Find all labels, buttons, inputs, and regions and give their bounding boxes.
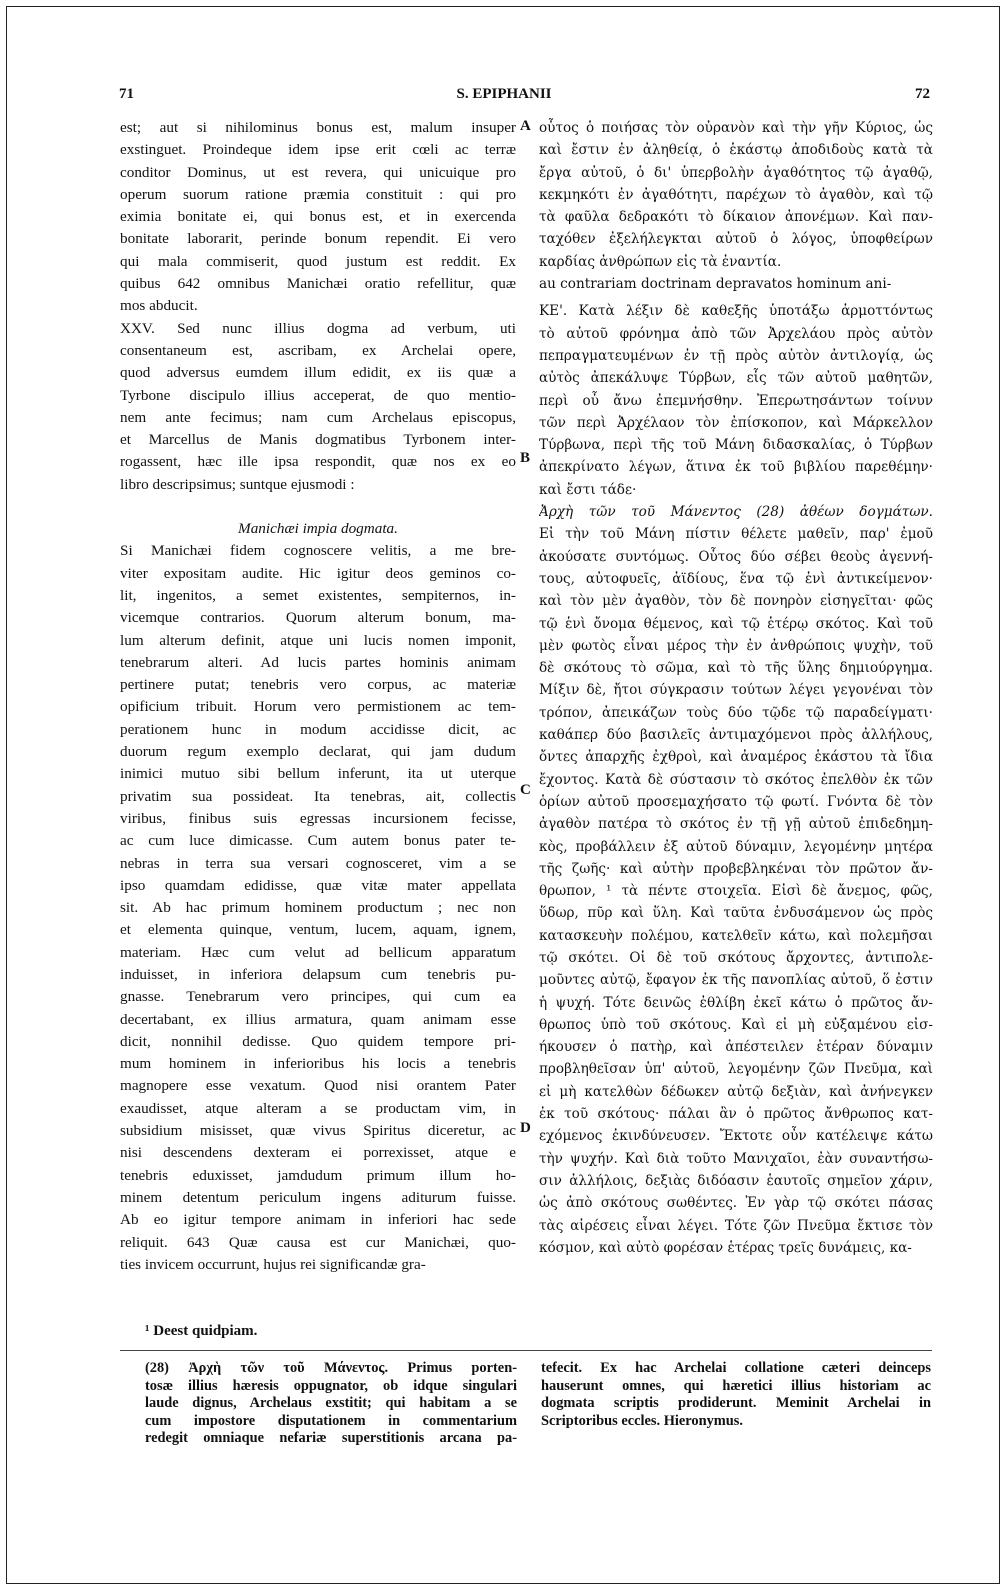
greek-line: ταχόθεν ἐξελήλεγκται αὐτοῦ ὁ λόγος, ὑποφθείρων [539, 231, 933, 248]
greek-column [539, 117, 933, 1259]
greek-line: τῷ ἑνὶ ὄνομα θέμενος, καὶ τῷ ἑτέρῳ σκότος. Καὶ τοῦ [539, 615, 933, 632]
greek-line: εχόμενος ἐκινδύνευσεν. Ἔκτοτε οὖν κατέλειψε κάτω [539, 1128, 933, 1145]
latin-line: ties invicem occurrunt, hujus rei significandæ gra- [120, 1255, 426, 1273]
footnote-left-line: cum impostore disputationem in commentarium [145, 1412, 517, 1429]
footnote-right-line: Scriptoribus eccles. Hieronymus. [541, 1412, 743, 1429]
latin-line: opificium tribuit. Horum vero permistionem ac tem- [120, 698, 516, 716]
latin-line: libro descripsimus; suntque ejusmodi : [120, 475, 355, 493]
latin-line: conditor Dominus, ut est revera, qui unicuique pro [120, 163, 516, 181]
latin-line: induisset, in inferiora delapsum cum tenebris pu- [120, 965, 516, 983]
latin-line: ipso quamdam edidisse, quæ vitæ mater appellata [120, 876, 516, 894]
greek-line: ἡ ψυχή. Τότε δεινῶς ἐθλίβη ἐκεῖ κάτω ὁ πρῶτος ἄν- [539, 994, 933, 1011]
latin-line: mos abducit. [120, 297, 198, 315]
latin-line: tenebris eduxisset, jamdudum primum illum ho- [120, 1166, 516, 1184]
footnote-right-line: tefecit. Ex hac Archelai collatione cæteri deinceps [541, 1360, 931, 1376]
greek-line: τὸ αὐτοῦ φρόνημα ἀπὸ τῶν Ἀρχελάου πρὸς αὐτὸν [539, 325, 933, 342]
greek-line: καὶ ἔστι τάδε· [539, 481, 637, 498]
greek-line: ὄντες ἀπαρχῆς ἐχθροὶ, καὶ ἀναμέρος ἑκάστου τὰ ἴδια [539, 749, 933, 766]
greek-line: κατασκευὴν πολέμου, κατελθεῖν κάτω, καὶ πολεμῆσαι [539, 927, 933, 944]
greek-line: τὴν ψυχήν. Καὶ διὰ τοῦτο Μανιχαῖοι, ἐὰν συναντήσω- [539, 1150, 933, 1167]
latin-line: nem ante fecimus; nam cum Archelaus episcopus, [120, 408, 516, 426]
latin-line: decertabant, ex illius armatura, quam animam esse [120, 1010, 516, 1028]
greek-line: τῷ σκότει. Οἱ δὲ τοῦ σκότους ἄρχοντες, ἀντιπολε- [539, 949, 933, 966]
latin-line: mum hominem in inferioribus his locis a tenebris [120, 1055, 516, 1073]
margin-letter-c: C [520, 782, 531, 798]
greek-line: τὰς αἱρέσεις εἶναι λέγει. Τότε ζῶν Πνεῦμα ἔκτισε τὸν [539, 1217, 933, 1234]
latin-line: nisi descendens dexteram ei porrexisset, atque e [120, 1144, 516, 1162]
greek-line: σιν ἀλλήλοις, δεξιὰς διδόασιν ἑαυτοῖς σημεῖον χάριν, [539, 1172, 933, 1189]
greek-line: Εἰ τὴν τοῦ Μάνη πίστιν θέλετε μαθεῖν, παρ' ἐμοῦ [539, 526, 933, 543]
latin-line: Si Manichæi fidem cognoscere velitis, a me bre- [120, 542, 516, 560]
latin-line: bonitate laborarit, perinde bonum rependit. Ei vero [120, 230, 516, 248]
latin-line: Manichæi impia dogmata. [238, 520, 398, 538]
footnote-right [541, 1360, 931, 1430]
greek-line: ήκουσεν ὁ πατὴρ, καὶ ἀπέστειλεν ἑτέραν δύναμιν [539, 1039, 933, 1056]
greek-line: ἔχοντος. Κατὰ δὲ σύστασιν τὸ σκότος ἐπελθὸν ἐκ τῶν [539, 771, 933, 788]
latin-line: viribus, finibus suis egressas incursionem fecisse, [120, 809, 516, 827]
greek-line: ἐκ τοῦ σκότους· πάλαι ἂν ὁ πρῶτος ἄνθρωπος κατ- [539, 1106, 933, 1123]
greek-line: οὗτος ὁ ποιήσας τὸν οὐρανὸν καὶ τὴν γῆν Κύριος, ὡς [539, 120, 933, 136]
greek-line: ὁρίων αὐτοῦ προσεμαχήσατο τῷ φωτί. Γνόντα δὲ τὸν [539, 793, 933, 810]
latin-line: qui mala commiserit, quod justum est reddit. Ex [120, 252, 516, 270]
greek-line: ἀπεκρίνατο λέγων, ἅτινα ἐκ τοῦ βιβλίου παρεθέμην· [539, 459, 933, 476]
greek-line: εἰ μὴ κατελθὼν δέδωκεν αὐτῷ δεξιὰν, καὶ ἀνήνεγκεν [539, 1083, 933, 1100]
latin-line: lum alterum definit, atque uni lucis nomen imponit, [120, 631, 516, 649]
latin-line: et Marcellus de Manis dogmatibus Tyrbonem inter- [120, 431, 516, 449]
latin-line: sit. Ab hac primum hominem productum ; nec non [120, 899, 516, 917]
greek-line: καρδίας ἀνθρώπων εἰς τὰ ἐναντία. [539, 253, 782, 270]
greek-line: καθάπερ δύο βασιλεῖς ἀντιμαχόμενοι πρὸς ἀλλήλους, [539, 727, 933, 744]
greek-line: τῶν περὶ Ἀρχέλαον τὸν ἐπίσκοπον, καὶ Μάρκελλον [539, 414, 933, 431]
greek-line: καὶ ἔστιν ἐν ἀληθείᾳ, ὁ ἑκάστῳ ἀποδιδοὺς κατὰ τὰ [539, 142, 933, 159]
latin-line: inimici mutuo sibi bellum inferunt, ita ut uterque [120, 765, 516, 783]
latin-line: quibus 642 omnibus Manichæi oratio refellitur, quæ [120, 275, 516, 293]
greek-line: ἀγαθὸν πατέρα τὸ σκότος ἐν τῇ γῇ αὐτοῦ ἐπιδεδημη- [539, 816, 933, 833]
latin-line: nebras in terra sua versari cognosceret, vim a se [120, 854, 516, 872]
footnote-left-line: tosæ illius hæresis oppugnator, ob idque singulari [145, 1377, 517, 1394]
greek-line: Ἀρχὴ τῶν τοῦ Μάνεντος (28) ἀθέων δογμάτων. [539, 504, 933, 521]
latin-column [120, 117, 516, 1276]
greek-line: θρωπος ὑπὸ τοῦ σκότους. Καὶ εἰ μὴ εὐξαμένου εἰσ- [539, 1016, 933, 1033]
greek-line: ἔργα αὐτοῦ, ὁ δι' ὑπερβολὴν ἀγαθότητος τῷ ἀγαθῷ, [539, 164, 933, 181]
greek-line: ἀκούσατε συντόμως. Οὗτος δύο σέβει θεοὺς ἀγεννή- [539, 548, 933, 565]
greek-line: δὲ σκότους τὸ σῶμα, καὶ τὸ τῆς ὕλης δημιούργημα. [539, 660, 933, 677]
greek-line: κεκμηκότι ἐν ἀγαθότητι, παρέχων τὸ ἀγαθὸν, καὶ τῷ [539, 186, 933, 203]
footnote-left-line: redegit omniaque nefariæ superstitionis arcana pa- [145, 1430, 517, 1447]
footnote-left [145, 1360, 517, 1448]
greek-line: τους, αὐτοφυεῖς, ἀϊδίους, ἕνα τῷ ἑνὶ ἀντικείμενον· [539, 570, 933, 587]
footnote-deest: ¹ Deest quidpiam. [145, 1323, 258, 1339]
latin-line: materiam. Hæc cum velut ad bellicum apparatum [120, 943, 516, 961]
right-page-number: 72 [915, 86, 930, 102]
latin-line: viter expositam audite. Hic igitur deos geminos co- [120, 564, 516, 582]
left-page-number: 71 [119, 86, 134, 102]
latin-line: exstinguet. Proindeque idem ipse erit cœli ac terræ [120, 141, 516, 159]
greek-line: τῆς ζωῆς· καὶ αὐτὴν προβεβληκέναι τὸν πρῶτον ἄν- [539, 860, 933, 877]
latin-line: Ab eo igitur tempore animam in inferiori hac sede [120, 1211, 516, 1229]
greek-line: ὕδωρ, πῦρ καὶ ὕλη. Καὶ ταῦτα ἐνδυσάμενον ὡς πρὸς [539, 905, 933, 922]
latin-line: magnopere esse vexatum. Quod nisi orantem Pater [120, 1077, 516, 1095]
margin-letter-b: B [520, 450, 531, 466]
latin-line: vicemque contrarios. Quorum alterum bonum, ma- [120, 609, 516, 627]
latin-line: eximia bonitate ei, qui bonus est, et in exercenda [120, 208, 516, 226]
footnote-right-line: hauserunt omnes, qui hæretici illius historiam ac [541, 1377, 931, 1394]
latin-line: exaudisset, atque alteram a se productam vim, in [120, 1099, 516, 1117]
latin-line: pertinere putat; tenebris vero corpus, ac materiæ [120, 676, 516, 694]
greek-line: τρόπον, ἀπεικάζων τοὺς δύο τῷδε τῷ παραδείγματι· [539, 704, 933, 721]
latin-line: consentaneum est, ascribam, ex Archelai opere, [120, 341, 516, 359]
greek-line: Μίξιν δὲ, ἤτοι σύγκρασιν τούτων λέγει γεγονέναι τὸν [539, 682, 933, 699]
latin-line: est; aut si nihilominus bonus est, malum insuper [120, 119, 516, 136]
greek-line: τὰ φαῦλα δεδρακότι τὸ δίκαιον ἀπονέμων. Καὶ παν- [539, 209, 933, 226]
greek-line: ὡς ἀπὸ σκότους σωθέντες. Ἐν γὰρ τῷ σκότει πάσας [539, 1195, 933, 1212]
footnote-left-line: (28) Ἀρχὴ τῶν τοῦ Μάνεντος. Primus porten- [145, 1360, 517, 1376]
latin-line: privatim sua possideat. Ita tenebras, ait, collectis [120, 787, 516, 805]
running-title: S. EPIPHANII [456, 86, 552, 102]
latin-line: tenebrarum alteri. Ad lucis partes hominis animam [120, 653, 516, 671]
greek-line: au contrariam doctrinam depravatos hominum ani- [539, 276, 892, 293]
latin-line: dicit, nonnihil dedisse. Quo quidem tempore pri- [120, 1032, 516, 1050]
latin-line: reliquit. 643 Quæ causa est cur Manichæi, quo- [120, 1233, 516, 1251]
greek-line: προβληθεῖσαν ὑπ' αὐτοῦ, λεγομένην ζῶν Πνεῦμα, καὶ [539, 1061, 933, 1078]
latin-line: XXV. Sed nunc illius dogma ad verbum, uti [120, 319, 516, 337]
greek-line: αὐτὸς ἀπεκάλυψε Τύρβων, εἷς τῶν αὐτοῦ μαθητῶν, [539, 370, 933, 387]
footnote-left-line: laude dignus, Archelaus exstitit; qui habitam a se [145, 1395, 517, 1412]
latin-line: rogassent, hæc ille ipsa respondit, quæ nos ex eo [120, 453, 516, 471]
latin-line: Tyrbone discipulo illius acceperat, de quo mentio- [120, 386, 516, 404]
latin-line: lit, ingenitos, a semet existentes, sempiternos, in- [120, 586, 516, 604]
latin-line: et elementa quinque, ventum, lucem, aquam, ignem, [120, 921, 516, 939]
latin-line: quod adversus eumdem illum edidit, ex iis quæ a [120, 364, 516, 382]
greek-line: πεπραγματευμένων ἐν τῇ πρὸς αὐτὸν ἀντιλογίᾳ, ὡς [539, 347, 933, 364]
margin-letter-d: D [520, 1120, 531, 1136]
latin-line: duorum regum exemplo declarat, qui jam dudum [120, 743, 516, 761]
footnote-right-line: dogmata scriptis prodiderunt. Meminit Archelai in [541, 1395, 931, 1412]
latin-line: ac cum luce dimicasse. Cum autem bonus pater te- [120, 832, 516, 850]
footnote-rule [120, 1350, 932, 1351]
latin-line: minem detentum periculum ingens aditurum fuisse. [120, 1188, 516, 1206]
greek-line: θρωπον, ¹ τὰ πέντε στοιχεῖα. Εἰσὶ δὲ ἄνεμος, φῶς, [539, 883, 933, 900]
greek-line: Τύρβωνα, περὶ τῆς τοῦ Μάνη διδασκαλίας, ὁ Τύρβων [539, 437, 933, 454]
greek-line: μοῦντες αὐτῷ, ἔφαγον ἐκ τῆς πανοπλίας αὐτοῦ, ὅ ἐστιν [539, 972, 933, 989]
greek-line: κὸς, προβάλλειν ἐξ αὐτοῦ δύναμιν, λεγομένην μητέρα [539, 838, 933, 855]
latin-line: perationem hunc in modum accidisse dicit, ac [120, 720, 516, 738]
greek-line: κόσμον, καὶ αὐτὸ φορέσαν ἑτέρας τρεῖς δυνάμεις, κα- [539, 1239, 912, 1256]
latin-line: operum suorum ratione præmia constituit : qui pro [120, 185, 516, 203]
greek-line: ΚΕ'. Κατὰ λέξιν δὲ καθεξῆς ὑποτάξω ἁρμοττόντως [539, 303, 933, 320]
greek-line: περὶ οὗ ἄνω ἐπεμνήσθην. Ἐπερωτησάντων τοίνυν [539, 392, 933, 409]
margin-letter-a: A [520, 118, 531, 134]
latin-line: subsidium misisset, quæ vivus Spiritus diceretur, ac [120, 1122, 516, 1140]
greek-line: μὲν φωτὸς εἶναι μέρος τὴν ἐν ἀνθρώποις ψυχὴν, τοῦ [539, 637, 933, 654]
greek-line: καὶ τὸν μὲν ἀγαθὸν, τὸν δὲ πονηρὸν εἰσηγεῖται· φῶς [539, 593, 933, 610]
latin-line: gnasse. Tenebrarum vero principes, qui cum ea [120, 988, 516, 1006]
